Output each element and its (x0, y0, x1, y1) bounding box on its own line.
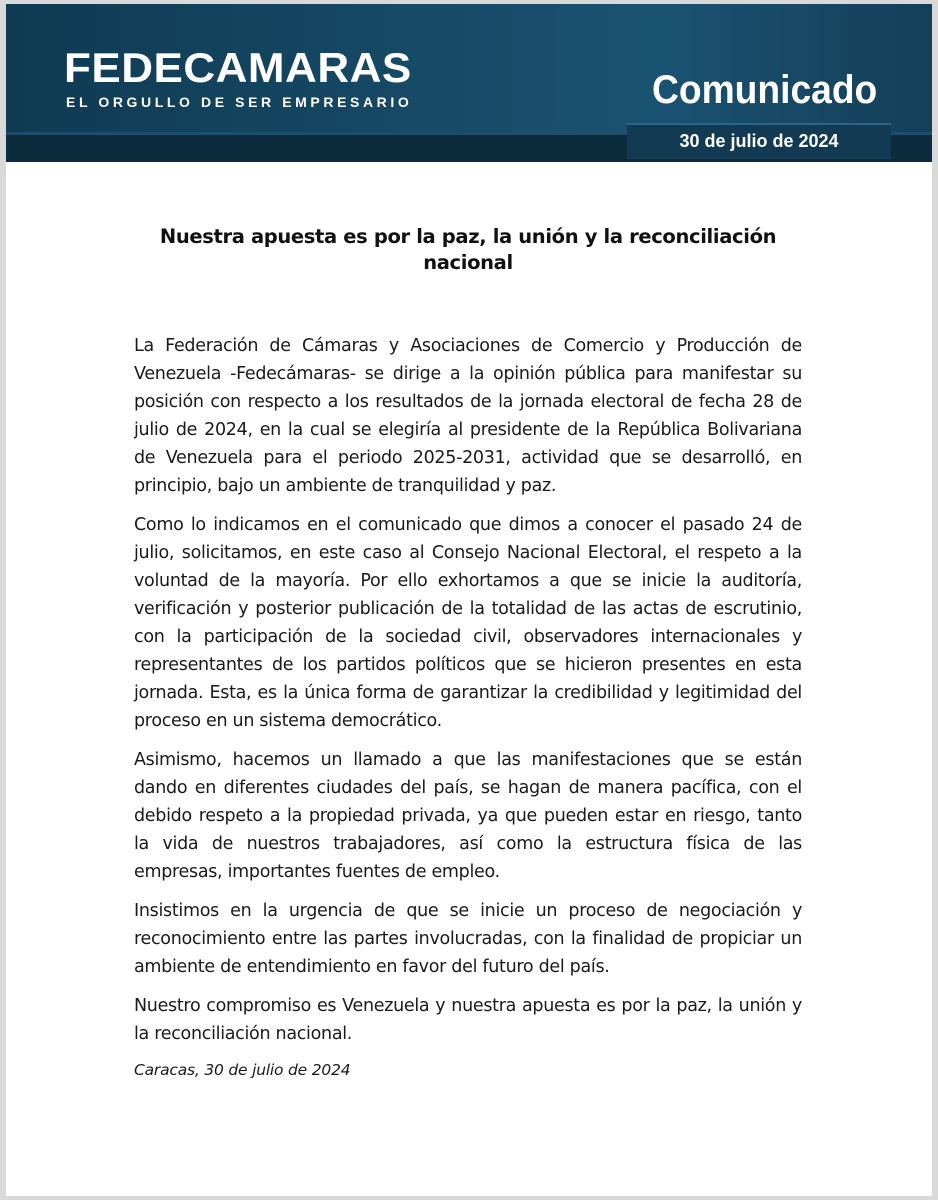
document-title: Nuestra apuesta es por la paz, la unión y la reconciliación nacional (159, 225, 777, 274)
date-badge-text: 30 de julio de 2024 (679, 131, 839, 151)
body-paragraph-1: La Federación de Cámaras y Asociaciones de Comercio y Producción de Venezuela -Fedecámaras- se dirige a la opinión pública para manifestar su posición con respecto a los resultados de la jornada electoral de fecha 28 de julio de 2024, en la cual se elegiría al presidente de la República Bolivariana de Venezuela para el periodo 2025-2031, actividad que se desarrolló, en principio, bajo un ambiente de tranquilidad y paz. (134, 336, 802, 496)
organization-tagline: EL ORGULLO DE SER EMPRESARIO (66, 94, 413, 110)
document-type-label: Comunicado (652, 68, 878, 112)
organization-logo: FEDECAMARAS (64, 45, 412, 92)
document-body (134, 224, 802, 1082)
body-paragraph-3: Asimismo, hacemos un llamado a que las manifestaciones que se están dando en diferentes ciudades del país, se hagan de manera pacífica, con el debido respeto a la propiedad privada, ya que pueden estar en riesgo, tanto la vida de nuestros trabajadores, así como la estructura física de las empresas, importantes fuentes de empleo. (134, 750, 802, 882)
document-page (6, 4, 932, 1196)
body-paragraph-5: Nuestro compromiso es Venezuela y nuestra apuesta es por la paz, la unión y la reconciliación nacional. (134, 996, 802, 1044)
body-paragraph-4: Insistimos en la urgencia de que se inicie un proceso de negociación y reconocimiento entre las partes involucradas, con la finalidad de propiciar un ambiente de entendimiento en favor del futuro del país. (134, 901, 802, 977)
place-date-signature: Caracas, 30 de julio de 2024 (134, 1061, 351, 1079)
body-paragraph-2: Como lo indicamos en el comunicado que dimos a conocer el pasado 24 de julio, solicitamos, en este caso al Consejo Nacional Electoral, el respeto a la voluntad de la mayoría. Por ello exhortamos a que se inicie la auditoría, verificación y posterior publicación de la totalidad de las actas de escrutinio, con la participación de la sociedad civil, observadores internacionales y representantes de los partidos políticos que se hicieron presentes en esta jornada. Esta, es la única forma de garantizar la credibilidad y legitimidad del proceso en un sistema democrático. (134, 515, 802, 731)
date-badge (627, 123, 891, 159)
letterhead-banner (6, 4, 932, 162)
